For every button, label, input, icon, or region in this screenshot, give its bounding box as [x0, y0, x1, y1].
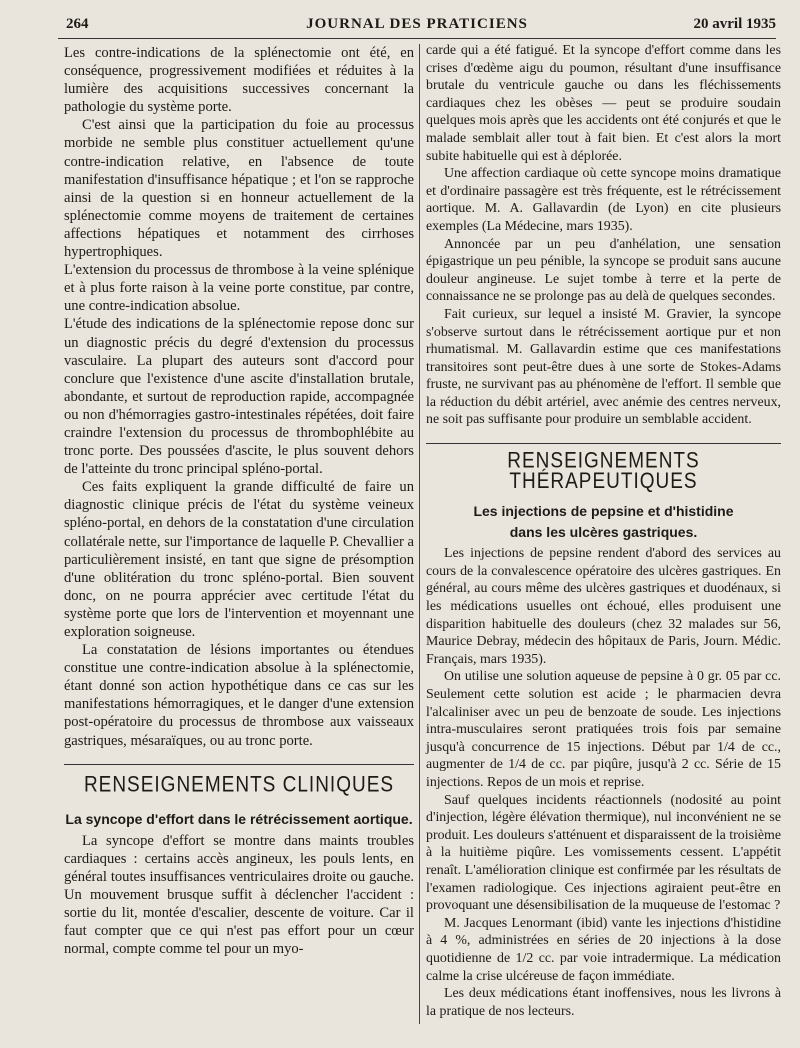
section-title-therapeutic: RENSEIGNEMENTS THÉRAPEUTIQUES	[507, 449, 700, 494]
paragraph: M. Jacques Lenormant (ibid) vante les injections d'histidine à 4 %, administrées en séries de 20 injections à la dose quotidienne de 1/2 cc. par voie intradermique. La médication calme la crise ulcéreuse de façon immédiate.	[426, 915, 781, 984]
section-title-clinical: RENSEIGNEMENTS CLINIQUES	[83, 772, 395, 798]
paragraph: C'est ainsi que la participation du foie au processus morbide ne semble plus constituer actuellement qu'une contre-indication relative, en l'absence de toute manifestation d'insuffisance hépatique ; et l'on se rapproche ainsi de la question si en honneur actuellement de la splénectomie comme moyens de traitement de certaines affections hépatiques et notamment des cirrhoses hypertrophiques.	[64, 117, 414, 261]
article-title-line-1: Les injections de pepsine et d'histidine	[473, 503, 734, 520]
paragraph: Sauf quelques incidents réactionnels (nodosité au point d'injection, légère élévation thermique), nul inconvénient ne se produit. Les douleurs s'atténuent et disparaissent de la troisième à la huitième piqûre. Les vomissements cessent. L'appétit renaît. L'amélioration clinique est confirmée par les résultats de l'examen radiologique. Ces injections agiraient peut-être en provoquant une désensibilisation de la muqueuse de l'estomac ?	[426, 792, 781, 914]
paragraph: L'extension du processus de thrombose à la veine splénique et à plus forte raison à la veine porte constitue, par contre, une contre-indication absolue.	[64, 262, 414, 315]
paragraph: Ces faits expliquent la grande difficulté de faire un diagnostic clinique précis de l'état du système veineux spléno-portal, en dehors de la constatation d'une circulation collatérale nette, sur l'importance de laquelle P. Chevallier a particulièrement insisté, en tant que signe de présomption d'une oblitération du tronc spléno-portal. Bien souvent donc, on ne pourra apprécier avec certitude l'état du système porte que lors de l'intervention et moyennant une exploration soigneuse.	[64, 479, 414, 640]
paragraph: L'étude des indications de la splénectomie repose donc sur un diagnostic précis du degré d'extension du processus vasculaire. La plupart des auteurs sont d'accord pour conclure que l'existence d'une ascite d'installation brutale, abondante, et surtout de reproduction rapide, accompagnée ou non d'hémorragies gastro-intestinales répétées, doit faire craindre l'extension du processus de thrombophlébite au tronc porte. Des poussées d'ascite, le plus souvent dehors de l'atteinte du tronc principal spléno-portal.	[64, 316, 414, 478]
page-header	[58, 16, 776, 38]
issue-date: 20 avril 1935	[693, 16, 776, 32]
paragraph: On utilise une solution aqueuse de pepsine à 0 gr. 05 par cc. Seulement cette solution est acide ; le pharmacien devra l'alcaliniser avec un peu de benzoate de soude. Les injections intra-musculaires seront pratiquées trois fois par semaine jusqu'à concurrence de 15 injections. Début par 1/4 de cc., augmenter de 1/4 de cc. par piqûre, jusqu'à 2 cc. Série de 15 injections. Repos de un mois et reprise.	[426, 669, 781, 790]
paragraph: Les deux médications étant inoffensives, nous les livrons à la pratique de nos lecteurs.	[426, 986, 781, 1019]
paragraph: Fait curieux, sur lequel a insisté M. Gravier, la syncope s'observe surtout dans le rétrécissement aortique pur et non rhumatismal. M. Gallavardin estime que ces manifestations transitoires sont peut-être dues à une sorte de Stokes-Adams fruste, ne survivant pas au phénomène de l'effort. Il semble que la réduction du débit artériel, avec anémie des centres nerveux, ne soit pas suffisante pour produire un semblable accident.	[426, 306, 781, 428]
section-rule	[64, 764, 414, 765]
paragraph: Les contre-indications de la splénectomie ont été, en conséquence, progressivement modifiées et réduites à la lumière des acquisitions successives concernant la pathologie du système porte.	[64, 45, 414, 116]
paragraph: Les injections de pepsine rendent d'abord des services au cours de la convalescence opératoire des ulcères gastriques. En général, au cours même des ulcères gastriques et duodénaux, si les médications usuelles ont échoué, elles produisent une disparition habituelle des douleurs (chez 32 malades sur 56, Maurice Debray, médecin des hôpitaux de Paris, Journ. Médic. Français, mars 1935).	[426, 546, 781, 667]
section-rule	[426, 443, 781, 444]
article-title-line-2: dans les ulcères gastriques.	[509, 524, 698, 541]
paragraph: carde qui a été fatigué. Et la syncope d'effort comme dans les crises d'œdème aigu du poumon, résultant d'une insuffisance brutale du ventricule gauche ou dans les fléchissements cardiaques chez les obèses — peut se produire soudain quelques mois après que les accidents ont été conjurés et que le malade semblait aller tout à fait bien. Et c'est alors la mort subite habituelle qui est à déplorée.	[426, 43, 781, 164]
right-column	[426, 42, 781, 1020]
page-number: 264	[66, 16, 89, 32]
left-column	[64, 44, 414, 958]
article-title: La syncope d'effort dans le rétrécissement aortique.	[65, 810, 413, 827]
header-rule	[58, 38, 776, 39]
paragraph: Une affection cardiaque où cette syncope moins dramatique et d'ordinaire passagère est très fréquente, est le rétrécissement aortique. M. A. Gallavardin (de Lyon) en cite plusieurs exemples (La Médecine, mars 1935).	[426, 166, 781, 234]
paragraph: Annoncée par un peu d'anhélation, une sensation épigastrique un peu pénible, la syncope se produit sans aucune douleur angineuse. Le sujet tombe à terre et la perte de connaissance ne se prolonge pas au delà de quelques secondes.	[426, 236, 781, 305]
journal-title: JOURNAL DES PRATICIENS	[306, 16, 528, 32]
paragraph: La constatation de lésions importantes ou étendues constitue une contre-indication absolue à la splénectomie, étant donné son action hypothétique dans ce cas sur les manifestations hémorragiques, et le danger d'une extension post-opératoire du processus de thrombose aux vaisseaux gastriques, mésaraïques, ou au tronc porte.	[64, 642, 414, 749]
column-divider	[419, 44, 420, 1024]
paragraph: La syncope d'effort se montre dans maints troubles cardiaques : certains accès angineux, les pouls lents, en général toutes insuffisances ventriculaires droite ou gauche. Un mouvement brusque suffit à déclencher l'accident : sortie du lit, montée d'escalier, descente de voiture. Car il faut compter que ce qui n'est pas effort pour un cœur normal, compte comme tel pour un myo-	[64, 832, 414, 958]
